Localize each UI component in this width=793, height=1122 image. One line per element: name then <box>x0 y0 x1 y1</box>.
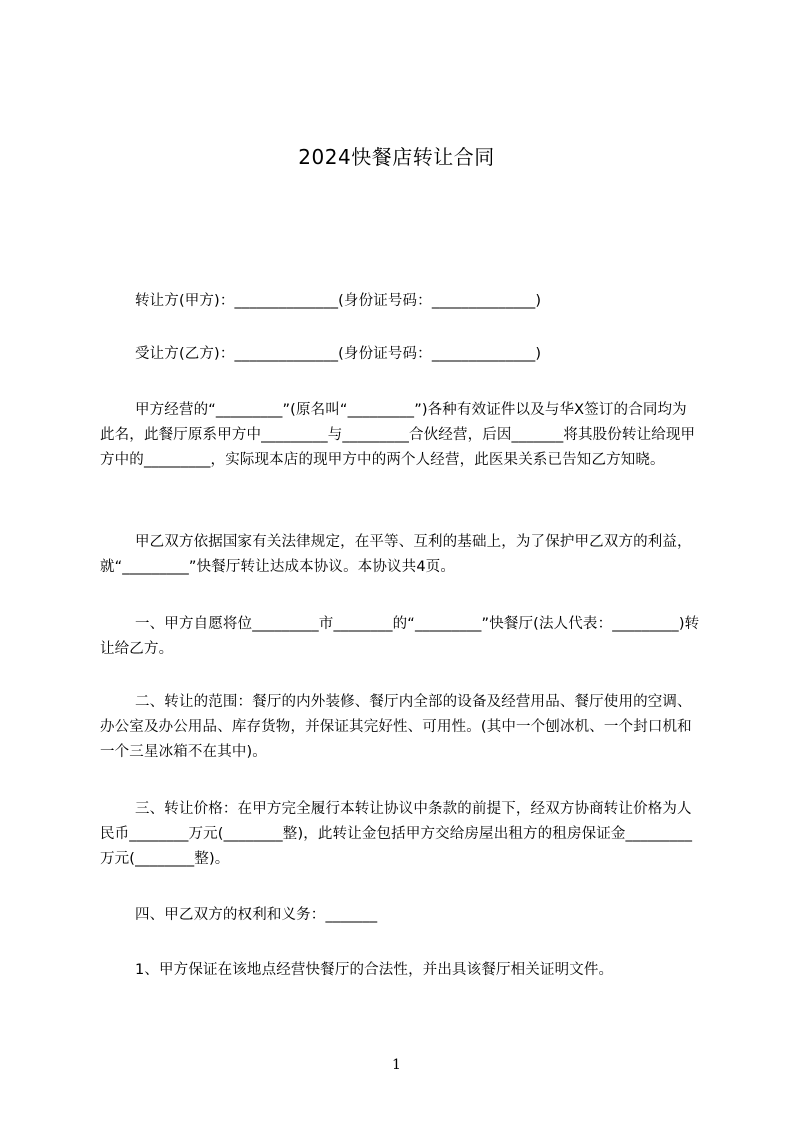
paragraph-basis: 甲乙双方依据国家有关法律规定，在平等、互利的基础上，为了保护甲乙双方的利益，就“_________”快餐厅转让达成本协议。本协议共4页。 <box>100 534 692 575</box>
clause-4-rights: 四、甲乙双方的权利和义务：_______ <box>135 907 378 923</box>
clause-2-scope: 二、转让的范围：餐厅的内外装修、餐厅内全部的设备及经营用品、餐厅使用的空调、办公室及办公用品、库存货物，并保证其完好性、可用性。(其中一个刨冰机、一个封口机和一个三星冰箱不在其中)。 <box>100 694 692 760</box>
paragraph-background: 甲方经营的“_________”(原名叫“_________”)各种有效证件以及与华X签订的合同均为此名，此餐厅原系甲方中_________与_________合伙经营，后因_______将其股份转让给现甲方中的_________，实际现本店的现甲方中的两个人经营，此医果关系已告知乙方知晓。 <box>100 402 696 468</box>
paragraph-transferee: 受让方(乙方)：______________(身份证号码：______________) <box>135 346 542 362</box>
clause-1-transfer: 一、甲方自愿将位_________市________的“_________”快餐厅(法人代表：_________)转让给乙方。 <box>100 616 700 657</box>
clause-3-price: 三、转让价格：在甲方完全履行本转让协议中条款的前提下，经双方协商转让价格为人民币________万元(________整)，此转让金包括甲方交给房屋出租方的租房保证金_________万元(________整)。 <box>100 801 693 867</box>
paragraph-transferor: 转让方(甲方)：______________(身份证号码：______________) <box>135 293 542 309</box>
page-number: 1 <box>392 1057 401 1073</box>
clause-4-item-1: 1、甲方保证在该地点经营快餐厅的合法性，并出具该餐厅相关证明文件。 <box>135 962 614 978</box>
document-title: 2024快餐店转让合同 <box>298 145 495 169</box>
